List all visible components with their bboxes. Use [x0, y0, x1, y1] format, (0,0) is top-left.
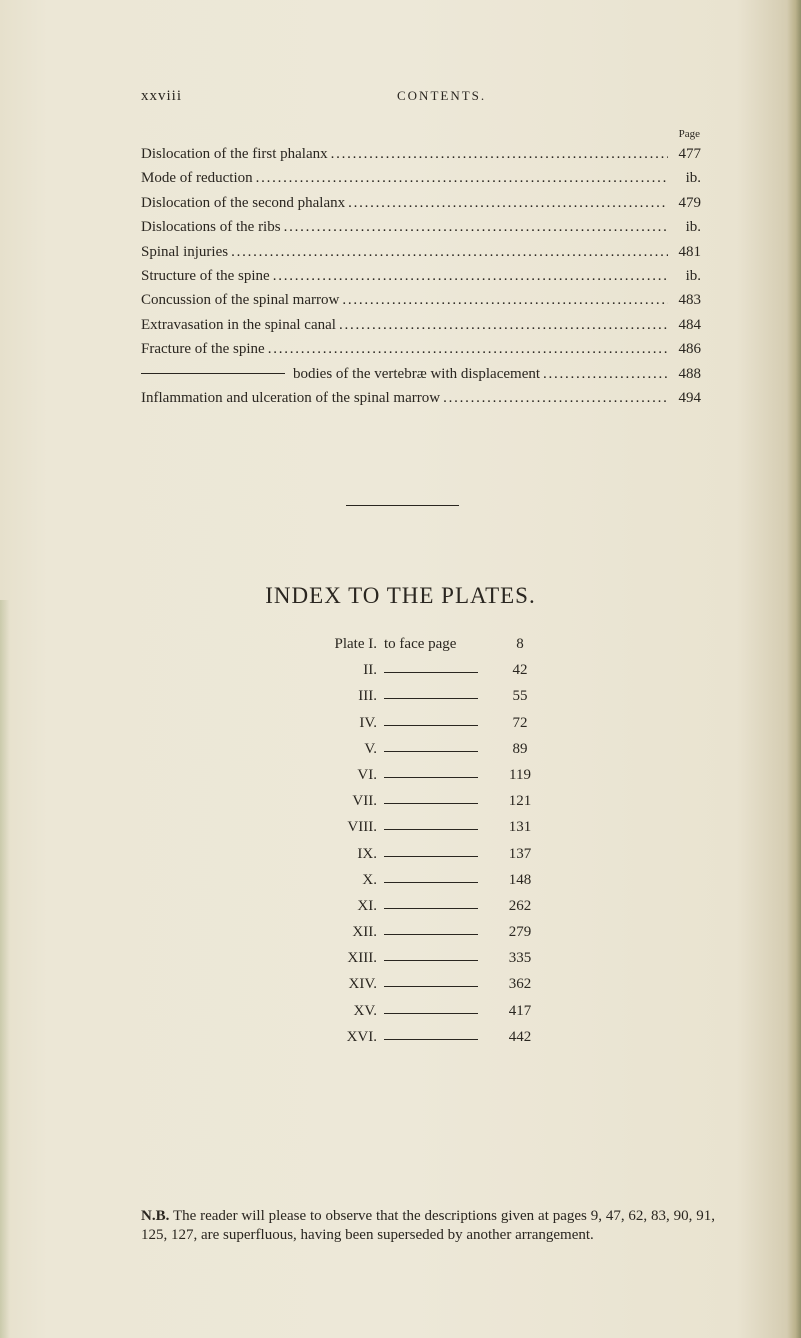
plate-numeral: [347, 819, 377, 836]
ditto-rule: [384, 934, 478, 935]
toc-entry-label: Inflammation and ulceration of the spinal marrow: [141, 389, 441, 406]
page-column-label: Page: [678, 128, 700, 140]
toc-entry-page: 483: [678, 292, 701, 309]
plate-row: [260, 898, 570, 924]
ditto-rule: [384, 698, 478, 699]
footnote-prefix: N.B.: [141, 1208, 170, 1224]
toc-entry-label: Structure of the spine: [141, 267, 270, 284]
dot-leader: [273, 268, 668, 285]
plate-numeral: [347, 1029, 377, 1046]
plate-numeral-text: XIII.: [347, 950, 377, 967]
plate-page: 362: [508, 976, 532, 993]
toc-entry-label: Extravasation in the spinal canal: [141, 316, 336, 333]
dot-leader: [339, 317, 668, 334]
plate-page: 119: [509, 766, 531, 783]
ditto-rule: [384, 882, 478, 883]
plate-row: [260, 688, 570, 714]
plate-row: [260, 950, 570, 976]
toc-entry-label: Concussion of the spinal marrow: [141, 292, 340, 309]
plate-numeral: [335, 636, 378, 653]
plate-numeral: [363, 662, 377, 679]
plate-numeral-text: XI.: [357, 897, 377, 914]
plate-numeral: [357, 767, 377, 784]
plate-row: [260, 1003, 570, 1029]
toc-entry-page: ib.: [685, 170, 701, 187]
to-face-page-label: to face page: [384, 636, 457, 652]
section-title: CONTENTS.: [397, 88, 487, 103]
plate-row: [260, 819, 570, 845]
toc-entry-page: 481: [678, 243, 701, 260]
plate-page: 72: [512, 714, 528, 731]
toc-row: [141, 317, 701, 341]
plate-numeral-text: XV.: [353, 1002, 377, 1019]
toc-row: [141, 390, 701, 414]
page-edge-left: [0, 600, 10, 1338]
toc-entry-label: Dislocation of the first phalanx: [141, 146, 328, 162]
plate-numeral-text: V.: [364, 740, 377, 757]
ditto-rule: [384, 777, 478, 778]
plate-numeral-text: VIII.: [347, 819, 377, 836]
toc-entry-label: bodies of the vertebræ with displacement: [293, 365, 541, 382]
plate-numeral-text: I.: [368, 636, 377, 652]
plate-row: [260, 793, 570, 819]
plate-numeral: [352, 793, 377, 810]
ditto-rule: [384, 803, 478, 804]
toc-entry-page: 479: [678, 194, 701, 211]
toc-entry-page: 477: [678, 146, 701, 162]
toc-entry-page: 484: [678, 316, 701, 333]
toc-entry-label: Mode of reduction: [141, 170, 253, 187]
dot-leader: [543, 366, 668, 383]
plate-numeral-text: X.: [362, 871, 377, 888]
plate-prefix: Plate: [334, 636, 365, 652]
dot-leader: [231, 244, 668, 261]
plate-row: [260, 636, 570, 662]
toc-entry-page: 486: [678, 341, 701, 358]
dot-leader: [284, 219, 668, 236]
toc-entry-label: Dislocations of the ribs: [141, 219, 281, 236]
plate-page: 137: [508, 845, 532, 862]
plate-numeral: [349, 976, 377, 993]
plate-numeral-text: II.: [363, 662, 377, 679]
plate-numeral: [359, 715, 377, 732]
toc-entry-page: ib.: [685, 267, 701, 284]
toc-entry-page: 494: [678, 389, 701, 406]
footnote-text: The reader will please to observe that the descriptions given at pages 9, 47, 62, 83, 90, 91, 125, 127, are superfluous, having been superseded by another arrangement.: [141, 1208, 715, 1243]
dot-leader: [268, 341, 668, 358]
dot-leader: [443, 390, 668, 407]
plate-numeral-text: IV.: [359, 714, 377, 731]
dot-leader: [331, 146, 668, 163]
toc-row: [141, 244, 701, 268]
plate-numeral-text: III.: [358, 688, 377, 705]
plate-page: 335: [508, 950, 532, 967]
plate-numeral-text: VI.: [357, 766, 377, 783]
running-head: [141, 88, 701, 108]
plate-numeral: [357, 898, 377, 915]
plate-page: 89: [512, 740, 528, 757]
ditto-rule: [384, 960, 478, 961]
plate-page: 42: [512, 662, 528, 679]
dot-leader: [256, 170, 668, 187]
ditto-rule: [141, 373, 285, 374]
plate-row: [260, 715, 570, 741]
plate-row: [260, 846, 570, 872]
ditto-rule: [384, 856, 478, 857]
plate-page: 262: [508, 897, 532, 914]
plate-page: 8: [516, 636, 524, 652]
plate-row: [260, 741, 570, 767]
ditto-rule: [384, 751, 478, 752]
page-edge-right: [787, 0, 801, 1338]
plate-page: 131: [508, 819, 532, 836]
plate-row: [260, 767, 570, 793]
plate-numeral: [362, 872, 377, 889]
toc-entry-page: ib.: [685, 219, 701, 236]
plate-numeral: [352, 924, 377, 941]
toc-row: [141, 366, 701, 390]
plate-page: 148: [508, 871, 532, 888]
toc-row: [141, 341, 701, 365]
footnote: [141, 1207, 715, 1244]
toc-entry-label: Spinal injuries: [141, 243, 229, 260]
toc-row: [141, 195, 701, 219]
toc-entry-label: Dislocation of the second phalanx: [141, 194, 346, 211]
plate-page: 279: [508, 924, 532, 941]
ditto-rule: [384, 1039, 478, 1040]
ditto-rule: [384, 1013, 478, 1014]
plate-row: [260, 976, 570, 1002]
plate-row: [260, 1029, 570, 1055]
plate-page: 121: [508, 793, 532, 810]
ditto-rule: [384, 986, 478, 987]
plate-page: 417: [508, 1002, 532, 1019]
plate-numeral: [364, 741, 377, 758]
ditto-rule: [384, 672, 478, 673]
contents-list: [141, 146, 701, 414]
toc-row: [141, 268, 701, 292]
plate-page: 55: [512, 688, 528, 705]
ditto-rule: [384, 829, 478, 830]
plate-row: [260, 872, 570, 898]
page-number: xxviii: [141, 88, 183, 104]
plate-numeral-text: XIV.: [348, 976, 377, 993]
toc-row: [141, 146, 701, 170]
index-title: INDEX TO THE PLATES.: [265, 583, 536, 608]
plate-numeral-text: IX.: [357, 845, 377, 862]
plate-numeral-text: XVI.: [346, 1028, 377, 1045]
plate-numeral-text: XII.: [352, 924, 377, 941]
toc-entry-page: 488: [678, 365, 701, 382]
toc-entry-label: Fracture of the spine: [141, 341, 265, 358]
toc-row: [141, 292, 701, 316]
plate-numeral: [357, 846, 377, 863]
plate-numeral: [347, 950, 377, 967]
dot-leader: [342, 292, 668, 309]
dot-leader: [348, 195, 668, 212]
toc-row: [141, 219, 701, 243]
section-divider: [346, 505, 459, 506]
plate-row: [260, 662, 570, 688]
toc-row: [141, 170, 701, 194]
plate-numeral: [354, 1003, 377, 1020]
plates-index: [260, 636, 570, 1055]
plate-numeral: [358, 688, 377, 705]
ditto-rule: [384, 725, 478, 726]
plate-row: [260, 924, 570, 950]
ditto-rule: [384, 908, 478, 909]
plate-page: 442: [508, 1028, 532, 1045]
plate-numeral-text: VII.: [352, 793, 377, 810]
